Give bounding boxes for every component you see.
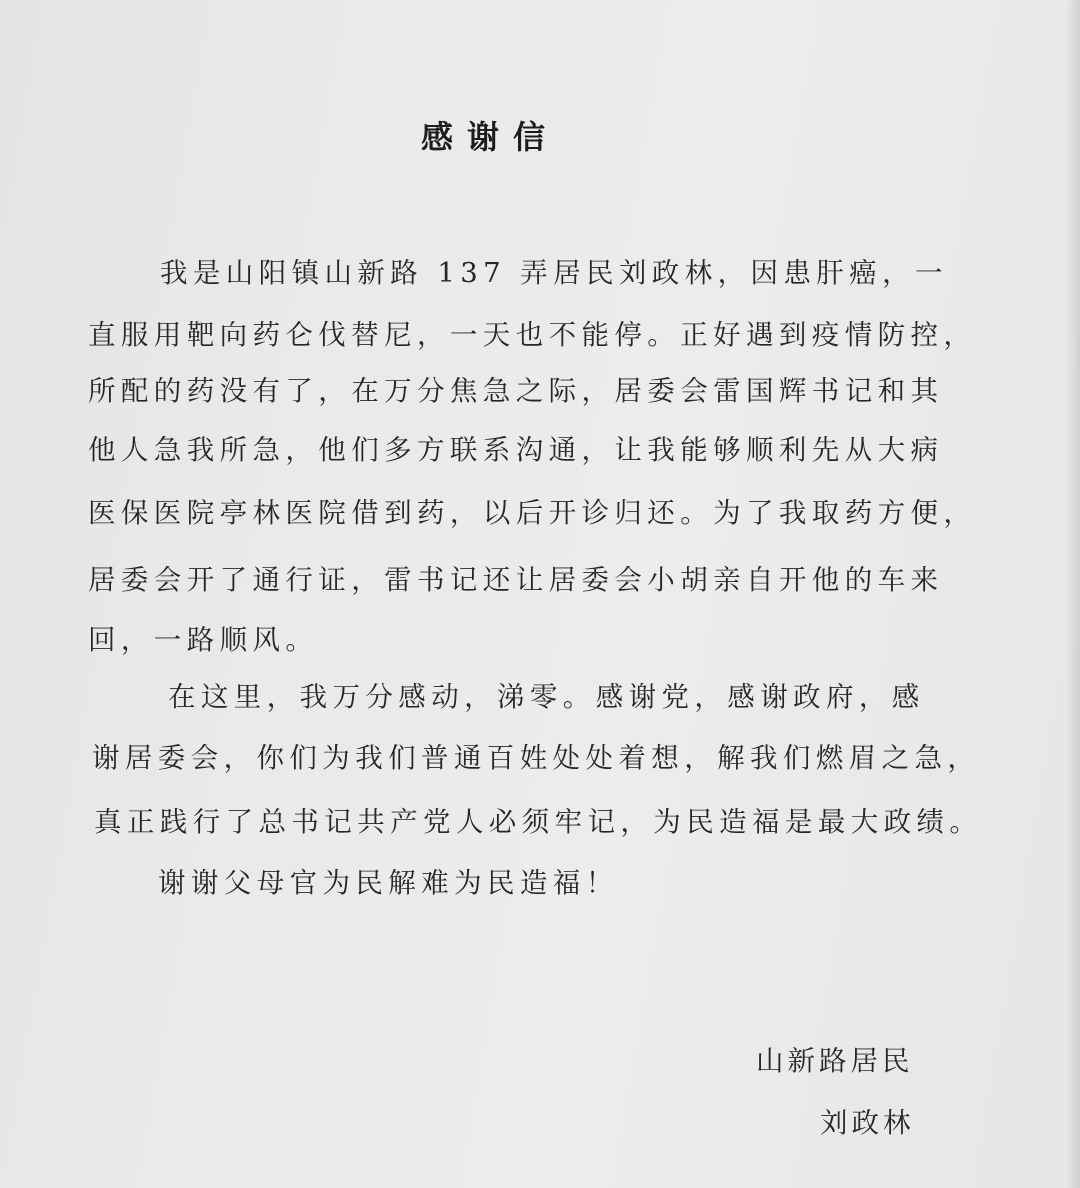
paper-edge-shadow	[1066, 0, 1080, 1188]
paragraph-2-line-3: 真正践行了总书记共产党人必须牢记，为民造福是最大政绩。	[94, 806, 983, 838]
paragraph-1-line-6: 居委会开了通行证，雷书记还让居委会小胡亲自开他的车来	[88, 564, 944, 596]
paragraph-1-line-2: 直服用靶向药仑伐替尼，一天也不能停。正好遇到疫情防控，	[88, 319, 977, 351]
paragraph-1-line-5: 医保医院亭林医院借到药，以后开诊归还。为了我取药方便，	[88, 497, 977, 529]
paragraph-1-line-7: 回，一路顺风。	[88, 624, 319, 656]
paragraph-1-line-4: 他人急我所急，他们多方联系沟通，让我能够顺利先从大病	[88, 434, 944, 466]
paragraph-1-line-3: 所配的药没有了，在万分焦急之际，居委会雷国辉书记和其	[88, 375, 944, 407]
paragraph-1-line-1: 我是山阳镇山新路 137 弄居民刘政林，因患肝癌，一	[160, 257, 948, 289]
letter-title: 感谢信	[420, 118, 559, 156]
signature-line-2: 刘政林	[820, 1107, 915, 1139]
paragraph-2-line-2: 谢居委会，你们为我们普通百姓处处着想，解我们燃眉之急，	[92, 742, 981, 774]
signature-line-1: 山新路居民	[756, 1045, 914, 1077]
paragraph-2-line-1: 在这里，我万分感动，涕零。感谢党，感谢政府，感	[168, 681, 925, 713]
paragraph-3-line-1: 谢谢父母官为民解难为民造福！	[158, 867, 619, 899]
